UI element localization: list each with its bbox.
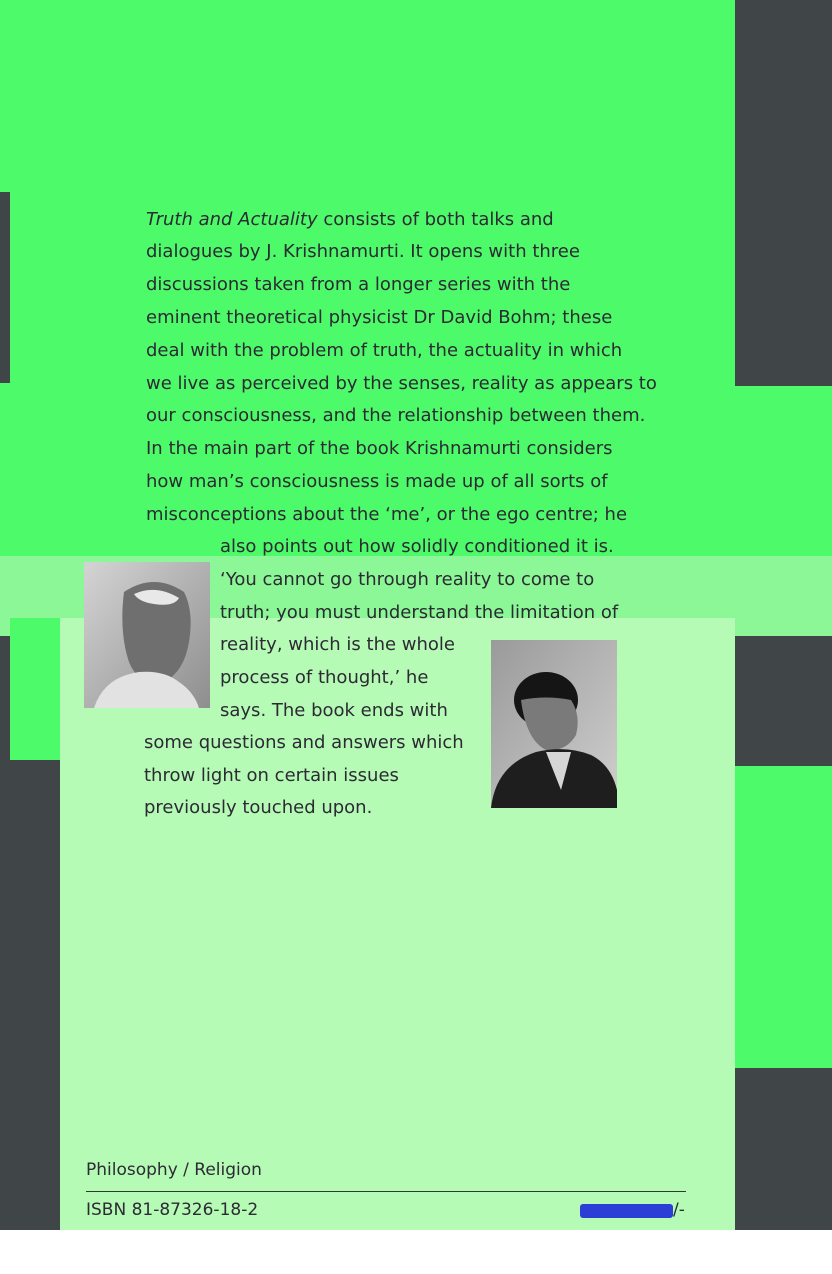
blurb-line-16: says. The book ends with — [220, 700, 448, 721]
portrait-left-image — [84, 562, 210, 708]
book-title-italic: Truth and Actuality — [146, 209, 318, 230]
blurb-line-6: we live as perceived by the senses, reality as appears to — [146, 373, 657, 394]
footer-divider — [86, 1191, 686, 1192]
blurb-line-7: our consciousness, and the relationship between them. — [146, 405, 646, 426]
price-suffix: /- — [673, 1200, 685, 1220]
blurb-line-8: In the main part of the book Krishnamurti considers — [146, 438, 613, 459]
blurb-line-5: deal with the problem of truth, the actuality in which — [146, 340, 623, 361]
blurb-line-14: reality, which is the whole — [220, 634, 456, 655]
category-label: Philosophy / Religion — [86, 1160, 262, 1180]
blurb-line-13: truth; you must understand the limitation of — [220, 602, 619, 623]
blurb-line-2: dialogues by J. Krishnamurti. It opens with three — [146, 241, 580, 262]
blurb-line-15: process of thought,’ he — [220, 667, 429, 688]
blurb-line-3: discussions taken from a longer series with the — [146, 274, 571, 295]
green-block-right-2 — [735, 766, 832, 1068]
blurb-line-17: some questions and answers which — [144, 732, 464, 753]
blurb-line-12: ‘You cannot go through reality to come to — [220, 569, 595, 590]
blurb-line-1-rest: consists of both talks and — [317, 209, 554, 230]
blurb-line-19: previously touched upon. — [144, 797, 373, 818]
blurb-line-18: throw light on certain issues — [144, 765, 399, 786]
isbn-label: ISBN 81-87326-18-2 — [86, 1200, 259, 1220]
portrait-right-image — [491, 640, 617, 808]
blurb-line-11: also points out how solidly conditioned it is. — [220, 536, 614, 557]
blurb-line-4: eminent theoretical physicist Dr David Bohm; these — [146, 307, 613, 328]
price-redaction-mark — [580, 1204, 673, 1218]
blurb-line-1 — [146, 209, 554, 231]
portrait-right-photo — [491, 640, 617, 808]
blurb-line-9: how man’s consciousness is made up of all sorts of — [146, 471, 608, 492]
blurb-line-10: misconceptions about the ‘me’, or the ego centre; he — [146, 504, 628, 525]
portrait-left-photo — [84, 562, 210, 708]
green-block-left-2 — [10, 618, 60, 760]
